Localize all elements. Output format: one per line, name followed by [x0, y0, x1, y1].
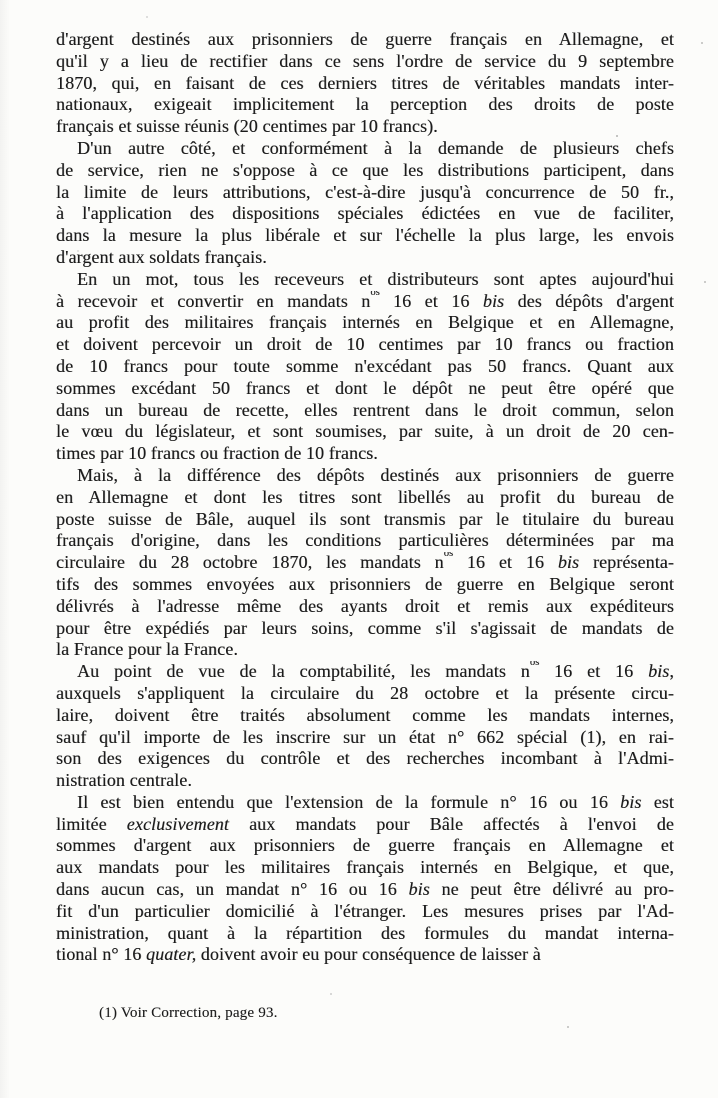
text-line: ministration, quant à la répartition des formules du mandat interna- — [56, 922, 674, 943]
scan-specks — [0, 0, 2, 2]
text-line: la France pour la France. — [56, 639, 238, 660]
text-line: D'un autre côté, et conformément à la demande de plusieurs chefs — [77, 137, 674, 158]
text-line: français et suisse réunis (20 centimes par 10 francs). — [56, 116, 438, 137]
text-line: pour être expédiés par leurs soins, comme s'il s'agissait de mandats de — [56, 617, 674, 638]
page-edge-shading — [0, 0, 10, 1098]
body-text — [56, 29, 674, 966]
text-line: times par 10 francs ou fraction de 10 francs. — [56, 443, 378, 464]
text-line: Il est bien entendu que l'extension de la formule n° 16 ou 16 bis est — [77, 791, 674, 812]
text-line: en Allemagne et dont les titres sont libellés au profit du bureau de — [56, 486, 674, 507]
text-line: au profit des militaires français internés en Belgique et en Allemagne, — [56, 312, 674, 333]
text-line: circulaire du 28 octobre 1870, les mandats $n^{os}$ 16 et 16 bis représenta- — [56, 552, 674, 573]
text-line: auxquels s'appliquent la circulaire du 28 octobre et la présente circu- — [56, 682, 674, 703]
text-line: 1870, qui, en faisant de ces derniers titres de véritables mandats inter- — [56, 72, 674, 93]
footnote: (1) Voir Correction, page 93. — [99, 1005, 278, 1021]
text-line: à l'application des dispositions spéciales édictées en vue de faciliter, — [56, 203, 674, 224]
text-line: dans la mesure la plus libérale et sur l'échelle la plus large, les envois — [56, 225, 674, 246]
text-line: délivrés à l'adresse même des ayants droit et remis aux expéditeurs — [56, 595, 674, 616]
text-line: de 10 francs pour toute somme n'excédant pas 50 francs. Quant aux — [56, 355, 674, 376]
text-line: son des exigences du contrôle et des recherches incombant à l'Admi- — [56, 748, 674, 769]
text-line: Au point de vue de la comptabilité, les mandats $n^{os}$ 16 et 16 bis, — [77, 661, 674, 682]
text-line: En un mot, tous les receveurs et distributeurs sont aptes aujourd'hui — [77, 268, 674, 289]
text-line: le vœu du législateur, et sont soumises, par suite, à un droit de 20 cen- — [56, 421, 674, 442]
text-line: tional n° 16 quater, doivent avoir eu pour conséquence de laisser à — [56, 944, 541, 965]
text-line: poste suisse de Bâle, auquel ils sont transmis par le titulaire du bureau — [56, 508, 674, 529]
text-line: la limite de leurs attributions, c'est-à-dire jusqu'à concurrence de 50 fr., — [56, 181, 674, 202]
text-line: à recevoir et convertir en mandats $n^{os}$ 16 et 16 bis des dépôts d'argent — [56, 290, 674, 311]
text-line: qu'il y a lieu de rectifier dans ce sens l'ordre de service du 9 septembre — [56, 50, 674, 71]
text-line: aux mandats pour les militaires français internés en Belgique, et que, — [56, 857, 674, 878]
text-line: sommes excédant 50 francs et dont le dépôt ne peut être opéré que — [56, 377, 674, 398]
text-line: tifs des sommes envoyées aux prisonniers de guerre en Belgique seront — [56, 573, 674, 594]
text-line: Mais, à la différence des dépôts destinés aux prisonniers de guerre — [77, 464, 674, 485]
text-line: fit d'un particulier domicilié à l'étranger. Les mesures prises par l'Ad- — [56, 900, 674, 921]
text-line: de service, rien ne s'oppose à ce que les distributions participent, dans — [56, 159, 674, 180]
text-line: français d'origine, dans les conditions particulières déterminées par ma — [56, 530, 674, 551]
text-line: limitée exclusivement aux mandats pour Bâle affectés à l'envoi de — [56, 813, 674, 834]
text-line: et doivent percevoir un droit de 10 centimes par 10 francs ou fraction — [56, 334, 674, 355]
text-line: sauf qu'il importe de les inscrire sur un état n° 662 spécial (1), en rai- — [56, 726, 674, 747]
text-line: sommes d'argent aux prisonniers de guerre français en Allemagne et — [56, 835, 674, 856]
text-line: nistration centrale. — [56, 770, 192, 791]
text-line: dans aucun cas, un mandat n° 16 ou 16 bis ne peut être délivré au pro- — [56, 879, 674, 900]
text-line: dans un bureau de recette, elles rentrent dans le droit commun, selon — [56, 399, 674, 420]
text-line: laire, doivent être traités absolument comme les mandats internes, — [56, 704, 674, 725]
text-line: nationaux, exigeait implicitement la perception des droits de poste — [56, 94, 674, 115]
text-line: d'argent destinés aux prisonniers de guerre français en Allemagne, et — [56, 29, 674, 49]
text-line: d'argent aux soldats français. — [56, 246, 267, 267]
